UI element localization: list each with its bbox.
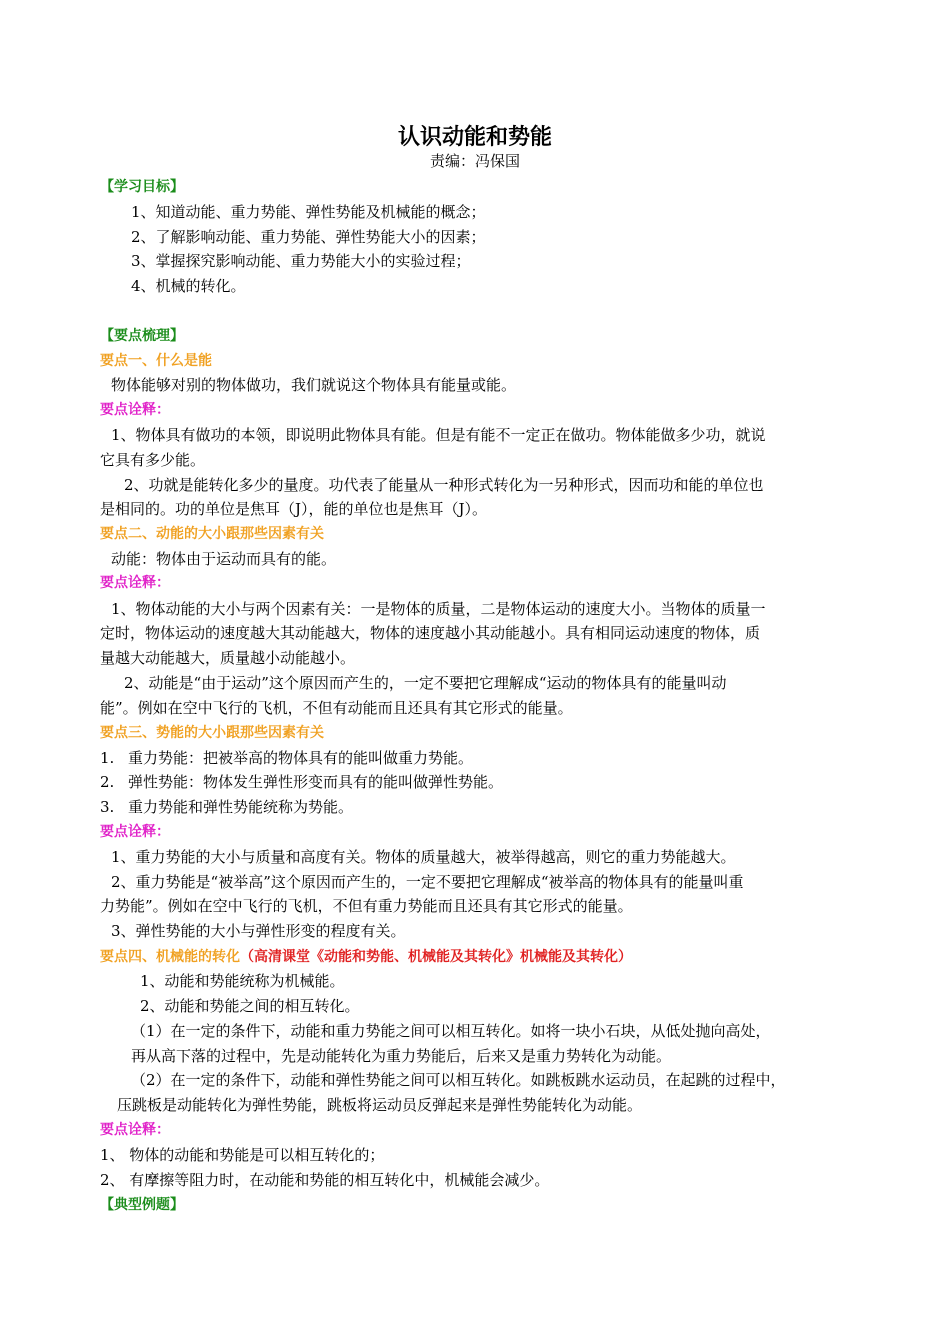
page-title: 认识动能和势能 [397,125,552,150]
goal-item-2: 2、了解影响动能、重力势能、弹性势能大小的因素； [131,228,486,246]
point-2-body: 动能：物体由于运动而具有的能。 [111,550,337,568]
examples-heading: 【典型例题】 [100,1197,184,1213]
point-2-note-2b: 能”。例如在空中飞行的飞机，不但有动能而且还具有其它形式的能量。 [100,699,573,717]
editor-credit: 责编：冯保国 [429,152,520,170]
point-4-line-1: 1、动能和势能统称为机械能。 [140,972,345,990]
point-1-note-label: 要点诠释： [100,402,170,418]
point-1-note-1b: 它具有多少能。 [100,451,206,469]
point-3-note-2a: 2、重力势能是“被举高”这个原因而产生的，一定不要把它理解成“被举高的物体具有的能量叫重 [111,873,744,891]
point-2-note-1a: 1、物体动能的大小与两个因素有关：一是物体的质量，二是物体运动的速度大小。当物体的质量一 [111,600,766,618]
point-4-line-3a: （1）在一定的条件下，动能和重力势能之间可以相互转化。如将一块小石块，从低处抛向高处， [131,1022,771,1040]
point-3-item-2-num: 2. [100,773,115,791]
point-4-heading: 要点四、机械能的转化 [100,949,240,965]
point-4-line-3b: 再从高下落的过程中，先是动能转化为重力势能后，后来又是重力势转化为动能。 [131,1047,672,1065]
point-2-note-1c: 量越大动能越大，质量越小动能越小。 [100,649,356,667]
point-2-heading: 要点二、动能的大小跟那些因素有关 [100,526,324,542]
point-3-item-3-num: 3. [100,798,115,816]
point-4-heading-line [100,944,632,969]
point-4-line-4a: （2）在一定的条件下，动能和弹性势能之间可以相互转化。如跳板跳水运动员，在起跳的过程中， [131,1071,786,1089]
point-3-note-3: 3、弹性势能的大小与弹性形变的程度有关。 [111,922,406,940]
point-2-note-1b: 定时，物体运动的速度越大其动能越大，物体的速度越小其动能越小。具有相同运动速度的物体，质 [100,624,761,642]
point-3-item-2: 弹性势能：物体发生弹性形变而具有的能叫做弹性势能。 [128,773,504,791]
summary-heading: 【要点梳理】 [100,328,184,344]
point-3-item-3: 重力势能和弹性势能统称为势能。 [128,798,354,816]
point-1-body: 物体能够对别的物体做功，我们就说这个物体具有能量或能。 [111,376,517,394]
point-4-note-1: 1、 物体的动能和势能是可以相互转化的； [100,1146,385,1164]
point-3-note-2b: 力势能”。例如在空中飞行的飞机，不但有重力势能而且还具有其它形式的能量。 [100,897,633,915]
goal-item-3: 3、掌握探究影响动能、重力势能大小的实验过程； [131,252,471,270]
point-2-note-2a: 2、动能是“由于运动”这个原因而产生的，一定不要把它理解成“运动的物体具有的能量叫动 [124,674,727,692]
point-1-note-2b: 是相同的。功的单位是焦耳（J），能的单位也是焦耳（J）。 [100,500,488,518]
goal-item-1: 1、知道动能、重力势能、弹性势能及机械能的概念； [131,203,486,221]
point-3-item-1-num: 1. [100,749,115,767]
goals-heading: 【学习目标】 [100,179,184,195]
point-1-note-2a: 2、功就是能转化多少的量度。功代表了能量从一种形式转化为一另种形式，因而功和能的单位也 [124,476,764,494]
point-3-note-label: 要点诠释： [100,824,170,840]
point-4-note-2: 2、 有摩擦等阻力时，在动能和势能的相互转化中，机械能会减少。 [100,1171,550,1189]
point-4-line-4b: 压跳板是动能转化为弹性势能，跳板将运动员反弹起来是弹性势能转化为动能。 [117,1096,643,1114]
point-4-course-link[interactable]: （高清课堂《动能和势能、机械能及其转化》机械能及其转化） [240,949,632,965]
point-4-line-2: 2、动能和势能之间的相互转化。 [140,997,360,1015]
point-3-note-1: 1、重力势能的大小与质量和高度有关。物体的质量越大，被举得越高，则它的重力势能越大。 [111,848,736,866]
point-3-heading: 要点三、势能的大小跟那些因素有关 [100,725,324,741]
goal-item-4: 4、机械的转化。 [131,277,246,295]
point-4-note-label: 要点诠释： [100,1122,170,1138]
point-3-item-1: 重力势能：把被举高的物体具有的能叫做重力势能。 [128,749,474,767]
point-1-heading: 要点一、什么是能 [100,353,212,369]
point-1-note-1a: 1、物体具有做功的本领，即说明此物体具有能。但是有能不一定正在做功。物体能做多少功，就说 [111,426,766,444]
point-2-note-label: 要点诠释： [100,575,170,591]
